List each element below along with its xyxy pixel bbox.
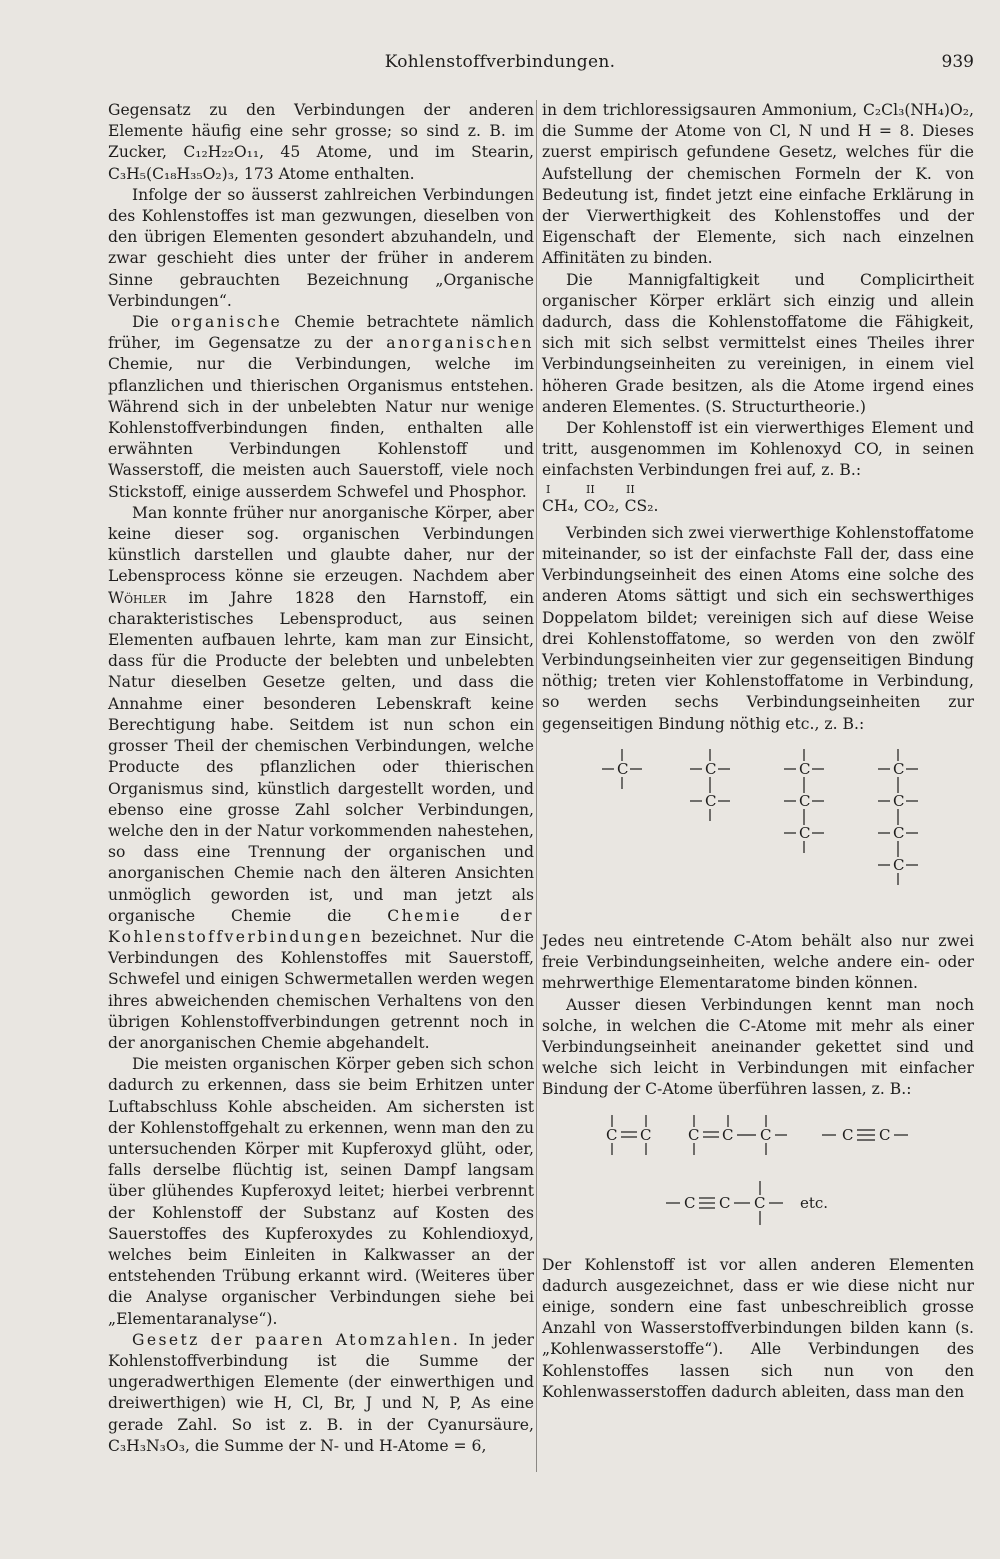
valence-label: II xyxy=(586,482,595,496)
formula-examples: CH₄, CO₂, CS₂. xyxy=(542,496,659,515)
spaced-term: organische xyxy=(170,313,283,332)
carbon-atom-label: C xyxy=(799,823,811,842)
carbon-atom-label: C xyxy=(842,1125,854,1144)
text-run: bezeichnet. Nur die Verbindungen des Kohlenstoffes mit Sauerstoff, Schwefel und einigen Schwermetallen werden wegen ihres abweichenden chemischen Verhaltens von den übrigen Kohlenstoffverbindungen getrennt noch in der anorganischen Chemie abgehandelt. xyxy=(108,927,534,1052)
text-run: Chemie, nur die Verbindungen, welche im pflanzlichen und thierischen Organismus entstehen. Während sich in der unbelebten Natur nur wenige Kohlenstoffverbindungen finden, enthalten alle erwähnten Verbindungen Kohlenstoff und Wasserstoff, die meisten auch Sauerstoff, viele noch Stickstoff, einige ausserdem Schwefel und Phosphor. xyxy=(108,355,534,501)
text-run: In jeder Kohlenstoffverbindung ist die Summe der ungeradwerthigen Elemente (der einwerthigen und dreiwerthigen) wie H, Cl, Br, J und N, P, As eine gerade Zahl. So ist z. B. in der Cyanursäure, C₃H₃N₃O₃, die Summe der N- und H-Atome = 6, xyxy=(108,1330,534,1455)
double-bond-two-carbon xyxy=(606,1115,651,1155)
paragraph: Jedes neu eintretende C-Atom behält also nur zwei freie Verbindungseinheiten, welche andere ein- oder mehrwerthige Elementaratome binden können. xyxy=(542,931,974,993)
spaced-term: Chemie der Kohlenstoffverbindungen xyxy=(108,906,534,946)
text-run: Man konnte früher nur anorganische Körper, aber keine dieser sog. organischen Verbindungen künstlich darstellen und glaubte daher, nur der Lebensprocess könne sie erzeugen. Nachdem aber xyxy=(108,503,534,586)
paragraph: Verbinden sich zwei vierwerthige Kohlenstoffatome miteinander, so ist der einfachste Fall der, dass eine Verbindungseinheit des einen Atoms eine solche des anderen Atoms sättigt und sich ein sechswerthiges Doppelatom bildet; vereinigen sich auf diese Weise drei Kohlenstoffatome, so werden von den zwölf Verbindungseinheiten vier zur gegenseitigen Bindung nöthig; treten vier Kohlenstoffatome in Verbindung, so werden sechs Verbindungseinheiten zur gegenseitigen Bindung nöthig etc., z. B.: xyxy=(542,523,974,733)
formula-line xyxy=(542,484,974,517)
triple-bond-three-carbon xyxy=(666,1181,828,1225)
paragraph: Der Kohlenstoff ist ein vierwerthiges Element und tritt, ausgenommen im Kohlenoxyd CO, in seinen einfachsten Verbindungen frei auf, z. B.: xyxy=(542,419,974,480)
paragraph: Der Kohlenstoff ist vor allen anderen Elementen dadurch ausgezeichnet, dass er wie diese nicht nur einige, sondern eine fast unbeschreiblich grosse Anzahl von Wasserstoffverbindungen bilden kann (s. „Kohlenwasserstoffe“). Alle Verbindungen des Kohlenstoffes lassen sich nun von den Kohlenwasserstoffen dadurch ableiten, dass man den xyxy=(542,1255,974,1401)
three-carbon-structure xyxy=(784,749,824,853)
paragraph: Die Mannigfaltigkeit und Complicirtheit organischer Körper erklärt sich einzig und allein dadurch, dass die Kohlenstoffatome die Fähigkeit, sich mit sich selbst vermittelst eines Theiles ihrer Verbindungseinheiten zu vereinigen, in einem viel höheren Grade besitzen, als die Atome irgend eines anderen Elementes. (S. Structurtheorie.) xyxy=(542,270,974,416)
carbon-atom-label: C xyxy=(705,791,717,810)
valence-labels xyxy=(542,484,974,496)
text-run: im Jahre 1828 den Harnstoff, ein charakteristisches Lebensproduct, aus seinen Elementen aufbauen lehrte, kam man zur Einsicht, dass für die Producte der belebten und unbelebten Natur dieselben Gesetze gelten, und dass die Annahme einer besonderen Lebenskraft keine Berechtigung habe. Seitdem ist nun schon ein grosser Theil der chemischen Verbindungen, welche Producte des pflanzlichen oder thierischen Organismus sind, künstlich dargestellt worden, und ebenso eine grosse Zahl solcher Verbindungen, welche den in der Natur vorkommenden nahestehen, so dass eine Trennung der organischen und anorganischen Chemie nach den älteren Ansichten unmöglich geworden ist, und man jetzt als organische Chemie die xyxy=(108,588,534,925)
carbon-atom-label: C xyxy=(754,1193,766,1212)
four-carbon-structure xyxy=(878,749,918,885)
double-bond-three-carbon xyxy=(688,1115,787,1155)
left-column xyxy=(108,100,534,1457)
two-carbon-structure xyxy=(690,749,730,821)
right-column xyxy=(542,100,974,1403)
carbon-atom-label: C xyxy=(799,791,811,810)
carbon-atom-label: C xyxy=(640,1125,652,1144)
paragraph: in dem trichloressigsauren Ammonium, C₂Cl₃(NH₄)O₂, die Summe der Atome von Cl, N und H = 8. Dieses zuerst empirisch gefundene Gesetz, welches für die Aufstellung der chemischen Formeln der K. von Bedeutung ist, findet jetzt eine einfache Erklärung in der Vierwerthigkeit des Kohlenstoffes und der Eigenschaft der Elemente, sich nach einzelnen Affinitäten zu binden. xyxy=(542,101,974,268)
page-number: 939 xyxy=(941,52,974,72)
carbon-atom-label: C xyxy=(705,759,717,778)
text-run: Die xyxy=(132,313,171,332)
carbon-atom-label: C xyxy=(684,1193,696,1212)
carbon-atom-label: C xyxy=(893,855,905,874)
valence-label: II xyxy=(626,482,635,496)
paragraph xyxy=(108,312,534,503)
paragraph: Ausser diesen Verbindungen kennt man noch solche, in welchen die C-Atome mit mehr als einer Verbindungseinheit aneinander gekettet sind und welche sich leicht in Verbindungen mit einfacher Bindung der C-Atome überführen lassen, z. B.: xyxy=(542,995,974,1099)
triple-bond-two-carbon xyxy=(822,1126,908,1144)
carbon-atom-label: C xyxy=(893,791,905,810)
carbon-atom-label: C xyxy=(893,823,905,842)
paragraph xyxy=(108,503,534,1054)
paragraph: Die meisten organischen Körper geben sich schon dadurch zu erkennen, dass sie beim Erhitzen unter Luftabschluss Kohle abscheiden. Am sichersten ist der Kohlenstoffgehalt zu erkennen, wenn man den zu untersuchenden Körper mit Kupferoxyd glüht, oder, falls derselbe flüchtig ist, seinen Dampf langsam über glühendes Kupferoxyd leitet; hierbei verbrennt der Kohlenstoff der Substanz auf Kosten des Sauerstoffes des Kupferoxydes zu Kohlendioxyd, welches beim Einleiten in Kalkwasser an der entstehenden Trübung erkannt wird. (Weiteres über die Analyse organischer Verbindungen siehe bei „Elementaranalyse“). xyxy=(108,1055,534,1328)
paragraph xyxy=(108,1330,534,1457)
carbon-atom-label: C xyxy=(760,1125,772,1144)
etc-label: etc. xyxy=(800,1193,829,1212)
single-carbon-structure xyxy=(602,749,642,789)
paragraph: Infolge der so äusserst zahlreichen Verbindungen des Kohlenstoffes ist man gezwungen, dieselben von den übrigen Elementen gesondert abzuhandeln, und zwar geschieht dies unter der früher in anderem Sinne gebrauchten Bezeichnung „Organische Verbindungen“. xyxy=(108,185,534,310)
carbon-atom-label: C xyxy=(799,759,811,778)
paragraph: Gegensatz zu den Verbindungen der anderen Elemente häufig eine sehr grosse; so sind z. B. im Zucker, C₁₂H₂₂O₁₁, 45 Atome, und im Stearin, C₃H₅(C₁₈H₃₅O₂)₃, 173 Atome enthalten. xyxy=(108,101,534,183)
text-run: Chemie betrachtete nämlich früher, im Gegensatze zu der xyxy=(108,313,534,353)
author-name: Wöhler xyxy=(108,588,167,607)
carbon-atom-label: C xyxy=(719,1193,731,1212)
running-header: Kohlenstoffverbindungen. xyxy=(384,52,616,72)
carbon-atom-label: C xyxy=(617,759,629,778)
spaced-term: anorganischen xyxy=(386,334,534,353)
carbon-atom-label: C xyxy=(879,1125,891,1144)
carbon-chain-diagram xyxy=(542,741,974,921)
multiple-bond-diagram xyxy=(542,1107,974,1245)
carbon-atom-label: C xyxy=(606,1125,618,1144)
valence-label: I xyxy=(546,482,551,496)
carbon-atom-label: C xyxy=(893,759,905,778)
carbon-atom-label: C xyxy=(722,1125,734,1144)
section-heading: Gesetz der paaren Atomzahlen. xyxy=(132,1330,461,1349)
carbon-atom-label: C xyxy=(688,1125,700,1144)
